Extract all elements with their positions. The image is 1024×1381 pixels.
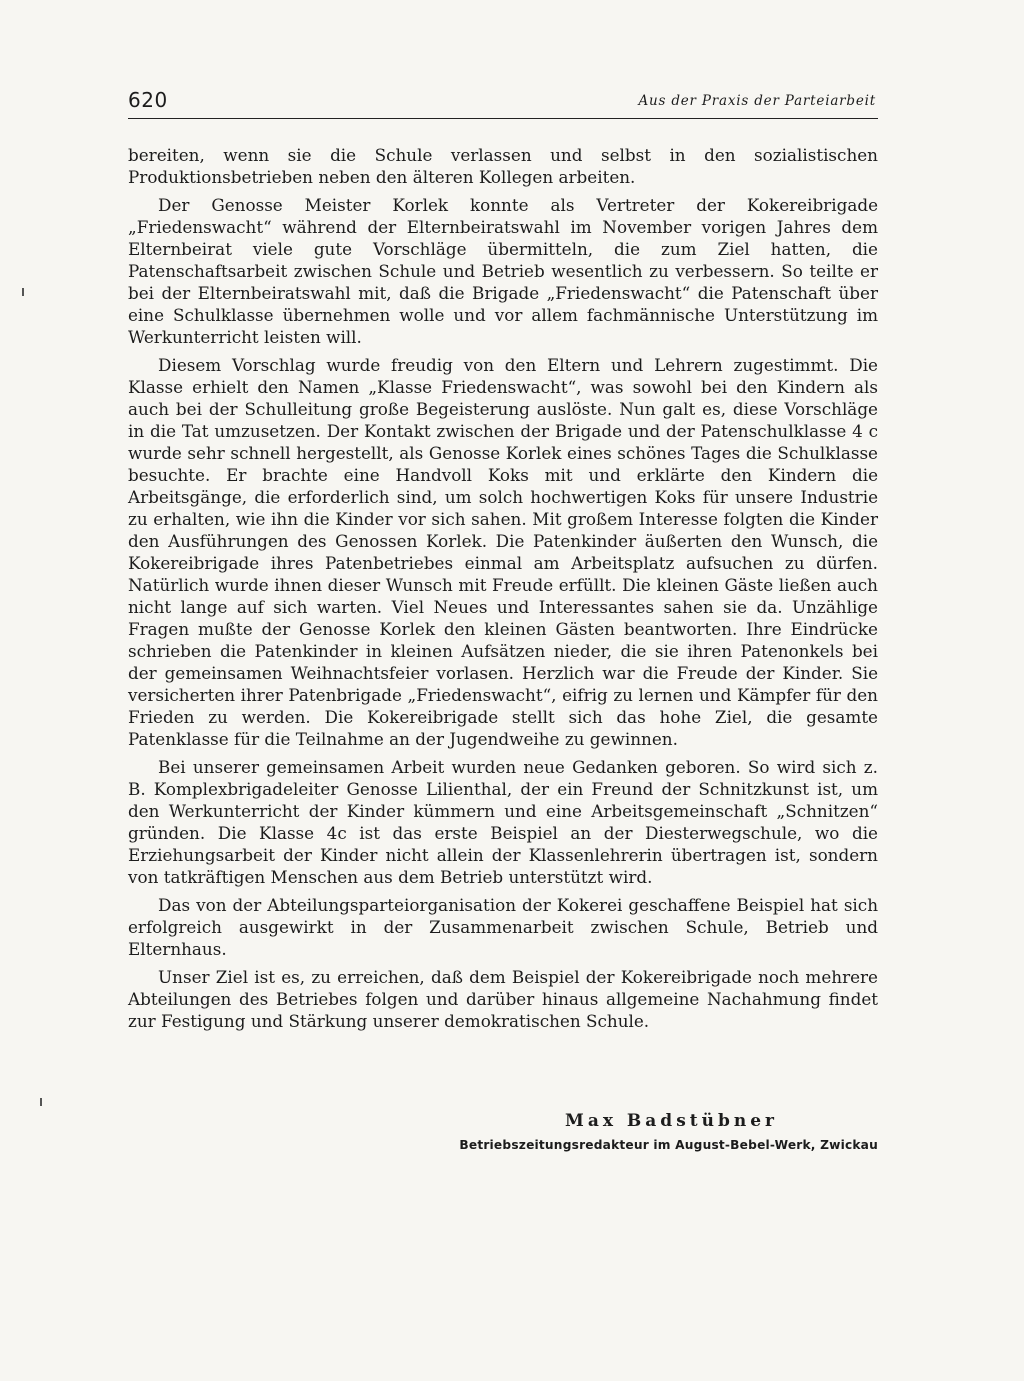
paragraph: bereiten, wenn sie die Schule verlassen und selbst in den sozialistischen Produktionsbetrieben neben den älteren Kollegen arbeiten. [128,145,878,187]
article-body [128,144,878,1038]
paragraph: Diesem Vorschlag wurde freudig von den Eltern und Lehrern zugestimmt. Die Klasse erhielt den Namen „Klasse Friedenswacht“, was sowohl bei den Kindern als auch bei der Schulleitung große Begeisterung auslöste. Nun galt es, diese Vorschläge in die Tat umzusetzen. Der Kontakt zwischen der Brigade und der Patenschulklasse 4 c wurde sehr schnell hergestellt, als Genosse Korlek eines schönes Tages die Schulklasse besuchte. Er brachte eine Handvoll Koks mit und erklärte den Kindern die Arbeitsgänge, die erforderlich sind, um solch hochwertigen Koks für unsere Industrie zu erhalten, wie ihn die Kinder vor sich sahen. Mit großem Interesse folgten die Kinder den Ausführungen des Genossen Korlek. Die Patenkinder äußerten den Wunsch, die Kokereibrigade ihres Patenbetriebes einmal am Arbeitsplatz aufsuchen zu dürfen. Natürlich wurde ihnen dieser Wunsch mit Freude erfüllt. Die kleinen Gäste ließen auch nicht lange auf sich warten. Viel Neues und Interessantes sahen sie da. Unzählige Fragen mußte der Genosse Korlek den kleinen Gästen beantworten. Ihre Eindrücke schrieben die Patenkinder in kleinen Aufsätzen nieder, die sie ihren Patenonkels bei der gemeinsamen Weihnachtsfeier vorlasen. Herzlich war die Freude der Kinder. Sie versicherten ihrer Patenbrigade „Friedenswacht“, eifrig zu lernen und Kämpfer für den Frieden zu werden. Die Kokereibrigade stellt sich das hohe Ziel, die gesamte Patenklasse für die Teilnahme an der Jugendweihe zu gewinnen. [128,355,878,749]
page-header [128,86,878,119]
running-head: Aus der Praxis der Parteiarbeit [638,93,876,109]
margin-mark [40,1098,42,1106]
paragraph: Das von der Abteilungsparteiorganisation der Kokerei geschaffene Beispiel hat sich erfolgreich ausgewirkt in der Zusammenarbeit zwischen Schule, Betrieb und Elternhaus. [128,895,878,959]
page-number: 620 [128,88,168,112]
paragraph: Der Genosse Meister Korlek konnte als Vertreter der Kokereibrigade „Friedenswacht“ während der Elternbeiratswahl im November vorigen Jahres dem Elternbeirat viele gute Vorschläge übermitteln, die zum Ziel hatten, die Patenschaftsarbeit zwischen Schule und Betrieb wesentlich zu verbessern. So teilte er bei der Elternbeiratswahl mit, daß die Brigade „Friedenswacht“ die Patenschaft über eine Schulklasse übernehmen wolle und vor allem fachmännische Unterstützung im Werkunterricht leisten will. [128,195,878,347]
paragraph: Bei unserer gemeinsamen Arbeit wurden neue Gedanken geboren. So wird sich z. B. Komplexbrigadeleiter Genosse Lilienthal, der ein Freund der Schnitzkunst ist, um den Werkunterricht der Kinder kümmern und eine Arbeitsgemeinschaft „Schnitzen“ gründen. Die Klasse 4c ist das erste Beispiel an der Diesterwegschule, wo die Erziehungsarbeit der Kinder nicht allein der Klassenlehrerin übertragen ist, sondern von tatkräftigen Menschen aus dem Betrieb unterstützt wird. [128,757,878,887]
author-signature: Max Badstübner [565,1111,778,1131]
margin-mark [22,288,24,296]
author-affiliation: Betriebszeitungsredakteur im August-Bebel-Werk, Zwickau [459,1138,878,1152]
paragraph: Unser Ziel ist es, zu erreichen, daß dem Beispiel der Kokereibrigade noch mehrere Abteilungen des Betriebes folgen und darüber hinaus allgemeine Nachahmung findet zur Festigung und Stärkung unserer demokratischen Schule. [128,967,878,1031]
